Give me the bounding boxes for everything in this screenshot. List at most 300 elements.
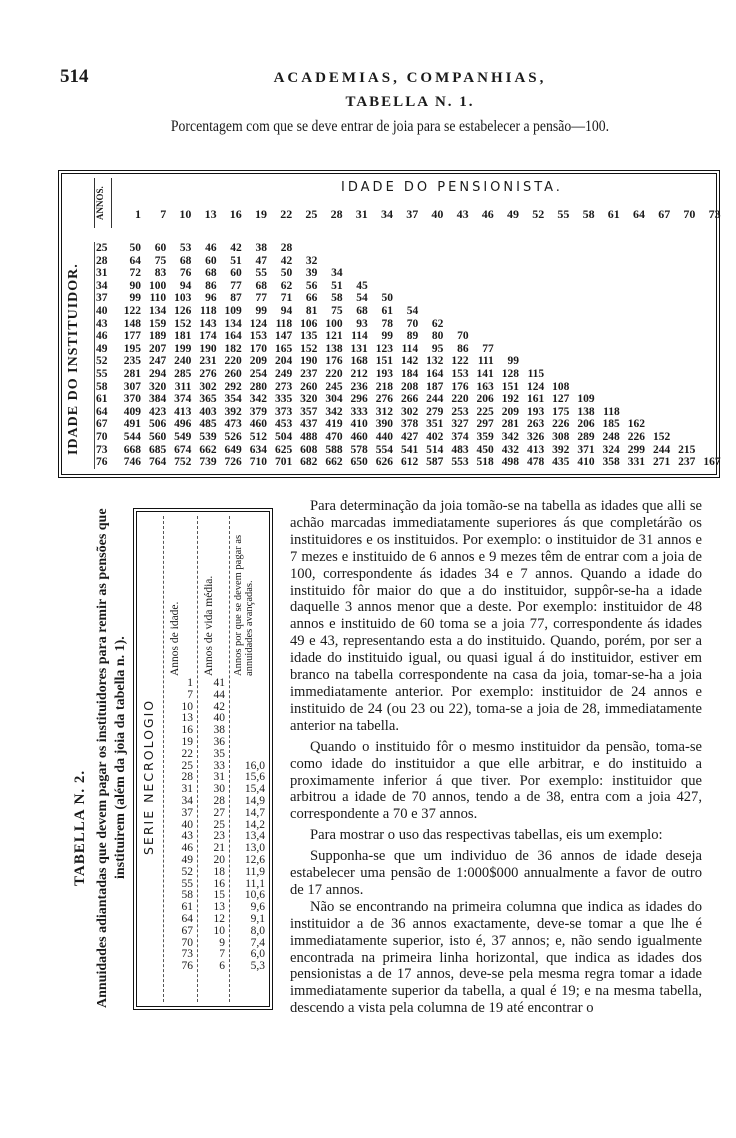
table-cell: 55 xyxy=(255,267,267,280)
table-cell: 71 xyxy=(280,292,293,305)
annuity-cell: 9,6 xyxy=(250,901,265,914)
annuity-cell: 11,1 xyxy=(245,877,265,890)
table-cell: 608 xyxy=(300,443,318,456)
table1-title: TABELLA N. 1. xyxy=(345,94,475,110)
table-cell: 77 xyxy=(255,292,267,305)
table-cell: 506 xyxy=(148,418,167,431)
age-cell: 43 xyxy=(181,830,193,843)
life-cell: 42 xyxy=(213,700,225,713)
table-cell: 370 xyxy=(123,393,141,406)
life-cell: 28 xyxy=(213,795,225,807)
table-cell: 175 xyxy=(552,405,570,418)
table-cell: 38 xyxy=(255,242,267,254)
table-cell: 218 xyxy=(375,380,393,393)
age-cell: 40 xyxy=(181,818,193,831)
table-cell: 141 xyxy=(476,368,494,380)
table-cell: 215 xyxy=(678,443,696,456)
table-cell: 326 xyxy=(526,431,545,443)
column-header: 1 xyxy=(135,207,141,221)
paragraph: Não se encontrando na primeira columna que indica as idades do instituidor a de 36 annos exactamente, deve-se tomar a que lhe é immediatamente superior, isto é, 37 annos; e, não sendo igualmente encontrada na primeira linha horizontal, que indica as idades dos pensionistas a de 17 annos, deve-se pela mesma regra tomar a idade immediatamente superior da tabella, a qual é 19; e na mesma tabella, descendo a vista pela columna de 19 até encontrar o xyxy=(290,898,702,1017)
table-cell: 518 xyxy=(476,456,494,469)
life-cell: 31 xyxy=(213,771,225,784)
table-cell: 209 xyxy=(249,355,267,368)
table-cell: 357 xyxy=(300,405,318,418)
table-cell: 126 xyxy=(174,305,192,317)
table-cell: 335 xyxy=(274,393,293,406)
table-cell: 240 xyxy=(174,355,192,368)
table-cell: 206 xyxy=(476,393,494,406)
table-cell: 739 xyxy=(199,456,217,469)
table-cell: 164 xyxy=(224,330,242,343)
table-cell: 371 xyxy=(577,443,595,456)
table-cell: 245 xyxy=(325,380,343,393)
annuity-cell: 7,4 xyxy=(250,936,265,949)
table-cell: 189 xyxy=(148,330,167,343)
table-cell: 409 xyxy=(123,405,141,418)
row-age: 61 xyxy=(94,393,118,406)
table-cell: 115 xyxy=(527,368,545,380)
table-cell: 93 xyxy=(356,317,368,330)
table-cell: 560 xyxy=(148,431,167,443)
table-cell: 485 xyxy=(199,418,217,431)
table-cell: 109 xyxy=(224,305,242,317)
table-cell: 662 xyxy=(199,443,217,456)
life-cell: 35 xyxy=(213,747,225,760)
row-age: 31 xyxy=(94,267,118,280)
table-cell: 109 xyxy=(577,393,595,406)
table-cell: 726 xyxy=(224,456,242,469)
table-cell: 134 xyxy=(148,305,167,317)
life-cell: 40 xyxy=(213,712,225,725)
annuity-cell: 12,6 xyxy=(244,854,265,866)
age-cell: 37 xyxy=(181,806,193,819)
table-cell: 185 xyxy=(602,418,620,431)
column-header: 13 xyxy=(204,207,217,221)
age-cell: 55 xyxy=(181,877,193,890)
table-cell: 285 xyxy=(174,368,192,380)
age-cell: 34 xyxy=(181,795,193,807)
table-cell: 182 xyxy=(224,342,242,355)
table-cell: 50 xyxy=(280,267,293,280)
row-age: 34 xyxy=(94,280,118,293)
table-cell: 374 xyxy=(451,431,469,443)
table-cell: 153 xyxy=(451,368,469,380)
column-header: 16 xyxy=(229,207,242,221)
table-cell: 260 xyxy=(300,380,318,393)
table-cell: 206 xyxy=(577,418,595,431)
table-cell: 342 xyxy=(249,393,267,406)
table-cell: 124 xyxy=(526,380,545,393)
table-cell: 152 xyxy=(652,431,671,443)
table-cell: 151 xyxy=(501,380,519,393)
table-cell: 413 xyxy=(526,443,545,456)
table-cell: 62 xyxy=(431,317,444,330)
table-cell: 123 xyxy=(375,342,393,355)
table-cell: 427 xyxy=(400,431,419,443)
table-cell: 148 xyxy=(123,317,141,330)
table-cell: 167 xyxy=(703,456,721,469)
life-cell: 9 xyxy=(219,936,225,949)
row-age: 64 xyxy=(94,406,118,419)
row-age: 70 xyxy=(94,431,118,444)
row-age: 67 xyxy=(94,418,118,431)
table-cell: 752 xyxy=(174,456,192,469)
table-cell: 62 xyxy=(280,279,293,292)
table-cell: 132 xyxy=(426,355,444,368)
table-cell: 86 xyxy=(205,279,217,292)
table-cell: 491 xyxy=(123,418,141,431)
table-cell: 625 xyxy=(274,443,293,456)
annuity-cell: 14,9 xyxy=(244,795,265,807)
column-header: 37 xyxy=(406,207,419,221)
table-cell: 701 xyxy=(274,456,293,469)
table-cell: 539 xyxy=(199,431,217,443)
body-text xyxy=(60,498,702,1018)
table-cell: 42 xyxy=(230,242,242,254)
table-cell: 152 xyxy=(174,317,192,330)
table-cell: 512 xyxy=(249,431,267,443)
table-cell: 553 xyxy=(451,456,469,469)
table-cell: 296 xyxy=(350,393,368,406)
table-cell: 50 xyxy=(381,292,393,305)
table-cell: 392 xyxy=(552,443,570,456)
table-cell: 127 xyxy=(552,393,570,406)
life-cell: 38 xyxy=(213,724,225,737)
table-cell: 263 xyxy=(526,418,545,431)
table-cell: 289 xyxy=(577,431,595,443)
table-cell: 333 xyxy=(350,405,368,418)
annuity-cell: 10,6 xyxy=(244,889,265,902)
table-cell: 61 xyxy=(381,305,393,317)
table-cell: 320 xyxy=(300,393,318,406)
table-cell: 51 xyxy=(230,254,242,267)
table-cell: 358 xyxy=(602,456,620,469)
annuity-cell: 6,0 xyxy=(250,948,265,961)
column-header: 22 xyxy=(280,207,293,221)
table-cell: 273 xyxy=(274,380,293,393)
column-header: 64 xyxy=(633,207,645,221)
age-cell: 31 xyxy=(181,783,193,796)
table-cell: 114 xyxy=(401,342,419,355)
table-cell: 99 xyxy=(381,330,393,343)
table-cell: 100 xyxy=(325,317,343,330)
age-cell: 52 xyxy=(181,865,193,878)
table-cell: 170 xyxy=(249,342,267,355)
column-header: 67 xyxy=(658,207,671,221)
table-cell: 746 xyxy=(123,456,141,469)
table-cell: 60 xyxy=(154,242,167,254)
row-age: 73 xyxy=(94,444,118,457)
table-cell: 308 xyxy=(552,431,570,443)
table-cell: 45 xyxy=(356,279,368,292)
table-cell: 235 xyxy=(123,355,141,368)
table-cell: 118 xyxy=(275,317,293,330)
table-cell: 374 xyxy=(174,393,192,406)
table-cell: 168 xyxy=(350,355,368,368)
table-cell: 294 xyxy=(148,368,167,380)
table-cell: 674 xyxy=(174,443,192,456)
table-cell: 190 xyxy=(199,342,217,355)
table-cell: 46 xyxy=(205,242,217,254)
row-age: 55 xyxy=(94,368,118,381)
table-cell: 118 xyxy=(199,305,217,317)
table-cell: 60 xyxy=(230,267,242,280)
column-header: 49 xyxy=(507,207,519,221)
column-header: 58 xyxy=(582,207,595,221)
table-cell: 152 xyxy=(300,342,318,355)
table-cell: 324 xyxy=(602,443,620,456)
table-cell: 662 xyxy=(325,456,343,469)
row-age: 49 xyxy=(94,343,118,356)
table-cell: 225 xyxy=(476,405,494,418)
column-header: 34 xyxy=(381,207,393,221)
table-cell: 190 xyxy=(300,355,318,368)
table-cell: 249 xyxy=(274,368,293,380)
table-cell: 68 xyxy=(205,267,217,280)
table-cell: 504 xyxy=(274,431,293,443)
table-cell: 83 xyxy=(154,267,167,280)
table-cell: 248 xyxy=(602,431,620,443)
table-cell: 460 xyxy=(350,431,368,443)
table-cell: 108 xyxy=(552,380,570,393)
table-cell: 193 xyxy=(375,368,393,380)
table-cell: 176 xyxy=(451,380,469,393)
table-cell: 297 xyxy=(476,418,494,431)
row-age: 37 xyxy=(94,292,118,305)
age-cell: 70 xyxy=(181,936,193,949)
table-cell: 498 xyxy=(501,456,519,469)
table-cell: 365 xyxy=(199,393,217,406)
table-cell: 280 xyxy=(249,380,267,393)
table-cell: 432 xyxy=(501,443,519,456)
table-cell: 342 xyxy=(325,405,343,418)
table-cell: 90 xyxy=(129,279,141,292)
table-cell: 32 xyxy=(305,254,318,267)
table-cell: 402 xyxy=(426,431,444,443)
age-cell: 49 xyxy=(181,854,193,866)
table-cell: 187 xyxy=(426,380,444,393)
table-cell: 764 xyxy=(148,456,167,469)
table-cell: 131 xyxy=(350,342,368,355)
column-header: 61 xyxy=(607,207,620,221)
table-cell: 162 xyxy=(627,418,645,431)
table-cell: 226 xyxy=(627,431,645,443)
age-cell: 7 xyxy=(187,688,193,701)
column-header: 10 xyxy=(179,207,192,221)
table-cell: 56 xyxy=(305,279,318,292)
table-cell: 307 xyxy=(123,380,141,393)
column-header: 40 xyxy=(431,207,444,221)
row-age: 43 xyxy=(94,318,118,331)
life-cell: 10 xyxy=(213,924,225,937)
annuity-cell: 14,2 xyxy=(244,818,265,831)
table-cell: 514 xyxy=(426,443,444,456)
table-cell: 488 xyxy=(300,431,318,443)
table-cell: 42 xyxy=(280,254,293,267)
table-cell: 138 xyxy=(325,342,343,355)
header-life: Annos de vida média. xyxy=(203,575,215,676)
table-cell: 99 xyxy=(255,305,267,317)
column-axis-label: IDADE DO PENSIONISTA. xyxy=(341,180,563,195)
table-cell: 34 xyxy=(331,267,343,280)
table-cell: 138 xyxy=(577,405,595,418)
table-cell: 77 xyxy=(230,279,242,292)
life-cell: 16 xyxy=(213,877,225,890)
table-cell: 236 xyxy=(350,380,368,393)
life-cell: 36 xyxy=(213,736,225,748)
table-cell: 231 xyxy=(199,355,217,368)
age-cell: 25 xyxy=(181,759,193,772)
table-cell: 135 xyxy=(300,330,318,343)
corner-label: ANNOS. xyxy=(94,178,112,228)
age-cell: 46 xyxy=(181,842,193,855)
table1 xyxy=(58,170,720,478)
life-cell: 12 xyxy=(213,913,225,925)
table-cell: 260 xyxy=(224,368,242,380)
table-cell: 312 xyxy=(375,405,393,418)
table-cell: 207 xyxy=(148,342,167,355)
table-cell: 70 xyxy=(457,330,469,343)
table-cell: 64 xyxy=(129,254,141,267)
table-cell: 440 xyxy=(375,431,393,443)
table-cell: 281 xyxy=(123,368,141,380)
row-age: 52 xyxy=(94,355,118,368)
age-cell: 76 xyxy=(181,960,193,973)
running-head: ACADEMIAS, COMPANHIAS, xyxy=(273,70,547,86)
row-age: 28 xyxy=(94,255,118,268)
table-cell: 437 xyxy=(300,418,318,431)
table-cell: 28 xyxy=(280,242,293,254)
column-header: 31 xyxy=(355,207,368,221)
table-cell: 95 xyxy=(431,342,444,355)
table-cell: 253 xyxy=(451,405,469,418)
table-cell: 80 xyxy=(431,330,444,343)
table-cell: 549 xyxy=(174,431,192,443)
table-cell: 320 xyxy=(148,380,167,393)
table-cell: 118 xyxy=(603,405,620,418)
table-cell: 99 xyxy=(507,355,519,368)
table-cell: 174 xyxy=(199,330,217,343)
table-cell: 199 xyxy=(174,342,192,355)
annuity-cell: 13,4 xyxy=(244,830,265,843)
table-cell: 124 xyxy=(249,317,267,330)
table-cell: 649 xyxy=(224,443,242,456)
life-cell: 21 xyxy=(213,842,225,855)
table-cell: 134 xyxy=(224,317,242,330)
age-cell: 58 xyxy=(181,889,193,902)
table-cell: 121 xyxy=(325,330,343,343)
life-cell: 6 xyxy=(219,960,225,973)
age-cell: 67 xyxy=(181,924,193,937)
paragraph: Para mostrar o uso das respectivas tabellas, eis um exemplo: xyxy=(310,827,663,844)
table-cell: 668 xyxy=(123,443,141,456)
table-cell: 266 xyxy=(400,393,419,406)
table-cell: 483 xyxy=(451,443,469,456)
table-cell: 410 xyxy=(577,456,595,469)
table-cell: 392 xyxy=(224,405,242,418)
table-cell: 378 xyxy=(400,418,419,431)
table-cell: 114 xyxy=(351,330,368,343)
table-cell: 159 xyxy=(148,317,167,330)
column-header: 52 xyxy=(532,207,545,221)
table-cell: 70 xyxy=(406,317,419,330)
table-cell: 128 xyxy=(501,368,519,380)
life-cell: 25 xyxy=(213,818,225,831)
table-cell: 682 xyxy=(300,456,318,469)
column-header: 46 xyxy=(481,207,494,221)
table-cell: 588 xyxy=(325,443,343,456)
table-cell: 413 xyxy=(174,405,192,418)
table-cell: 302 xyxy=(400,405,419,418)
table-cell: 460 xyxy=(249,418,267,431)
table-cell: 276 xyxy=(199,368,217,380)
table-cell: 478 xyxy=(526,456,545,469)
table-cell: 151 xyxy=(375,355,393,368)
table-cell: 72 xyxy=(129,267,141,280)
table-cell: 244 xyxy=(652,443,671,456)
series-label: SERIE NECROLOGIO xyxy=(141,698,156,856)
table-cell: 237 xyxy=(300,368,318,380)
column-header: 25 xyxy=(305,207,318,221)
life-cell: 15 xyxy=(213,889,225,902)
table-cell: 526 xyxy=(224,431,242,443)
annuity-cell: 16,0 xyxy=(244,759,265,772)
table-cell: 379 xyxy=(249,405,267,418)
table-cell: 578 xyxy=(350,443,368,456)
table-cell: 271 xyxy=(652,456,671,469)
table-cell: 311 xyxy=(174,380,192,393)
table-cell: 142 xyxy=(400,355,419,368)
table-cell: 87 xyxy=(230,292,242,305)
paragraph: Supponha-se que um individuo de 36 annos de idade deseja estabelecer uma pensão de 1:000$000 annualmente a favor de outro de 17 annos. xyxy=(290,848,702,898)
table-cell: 710 xyxy=(249,456,267,469)
paragraph: Quando o instituido fôr o mesmo instituidor da pensão, toma-se como idade do instituidor a que elle arbitrar, e do instituido a proximamente inferior á que tiver. Por exemplo: instituidor que arbitrou a idade de 70 annos, tendo a de 38, entra com a joia 427, correspondente a 70 e 37 annos. xyxy=(290,738,702,823)
header-age: Annos de idade. xyxy=(169,601,181,676)
life-cell: 33 xyxy=(213,759,225,772)
column-header: 19 xyxy=(255,207,267,221)
table-cell: 276 xyxy=(375,393,393,406)
table2 xyxy=(133,508,273,1010)
table-cell: 78 xyxy=(381,317,393,330)
table-cell: 81 xyxy=(305,305,318,317)
table-cell: 450 xyxy=(476,443,494,456)
table-cell: 177 xyxy=(123,330,141,343)
table-cell: 184 xyxy=(400,368,419,380)
annuity-cell: 9,1 xyxy=(250,913,265,925)
age-cell: 28 xyxy=(181,771,193,784)
life-cell: 7 xyxy=(219,948,225,961)
age-cell: 73 xyxy=(181,948,193,961)
table-cell: 204 xyxy=(274,355,293,368)
age-cell: 13 xyxy=(181,712,193,725)
table-cell: 419 xyxy=(325,418,343,431)
table-cell: 75 xyxy=(154,254,167,267)
table-cell: 76 xyxy=(179,267,192,280)
table-cell: 100 xyxy=(148,279,167,292)
table-cell: 342 xyxy=(501,431,519,443)
table-cell: 110 xyxy=(149,292,167,305)
header-annuity: Annos por que se devem pagar as annuidades avançadas. xyxy=(233,534,255,676)
table-cell: 544 xyxy=(123,431,141,443)
table-cell: 153 xyxy=(249,330,267,343)
table-cell: 111 xyxy=(477,355,494,368)
table-cell: 51 xyxy=(331,279,343,292)
table-cell: 390 xyxy=(375,418,393,431)
table-cell: 473 xyxy=(224,418,242,431)
table-cell: 143 xyxy=(199,317,217,330)
life-cell: 18 xyxy=(213,865,225,878)
table-cell: 68 xyxy=(179,254,192,267)
